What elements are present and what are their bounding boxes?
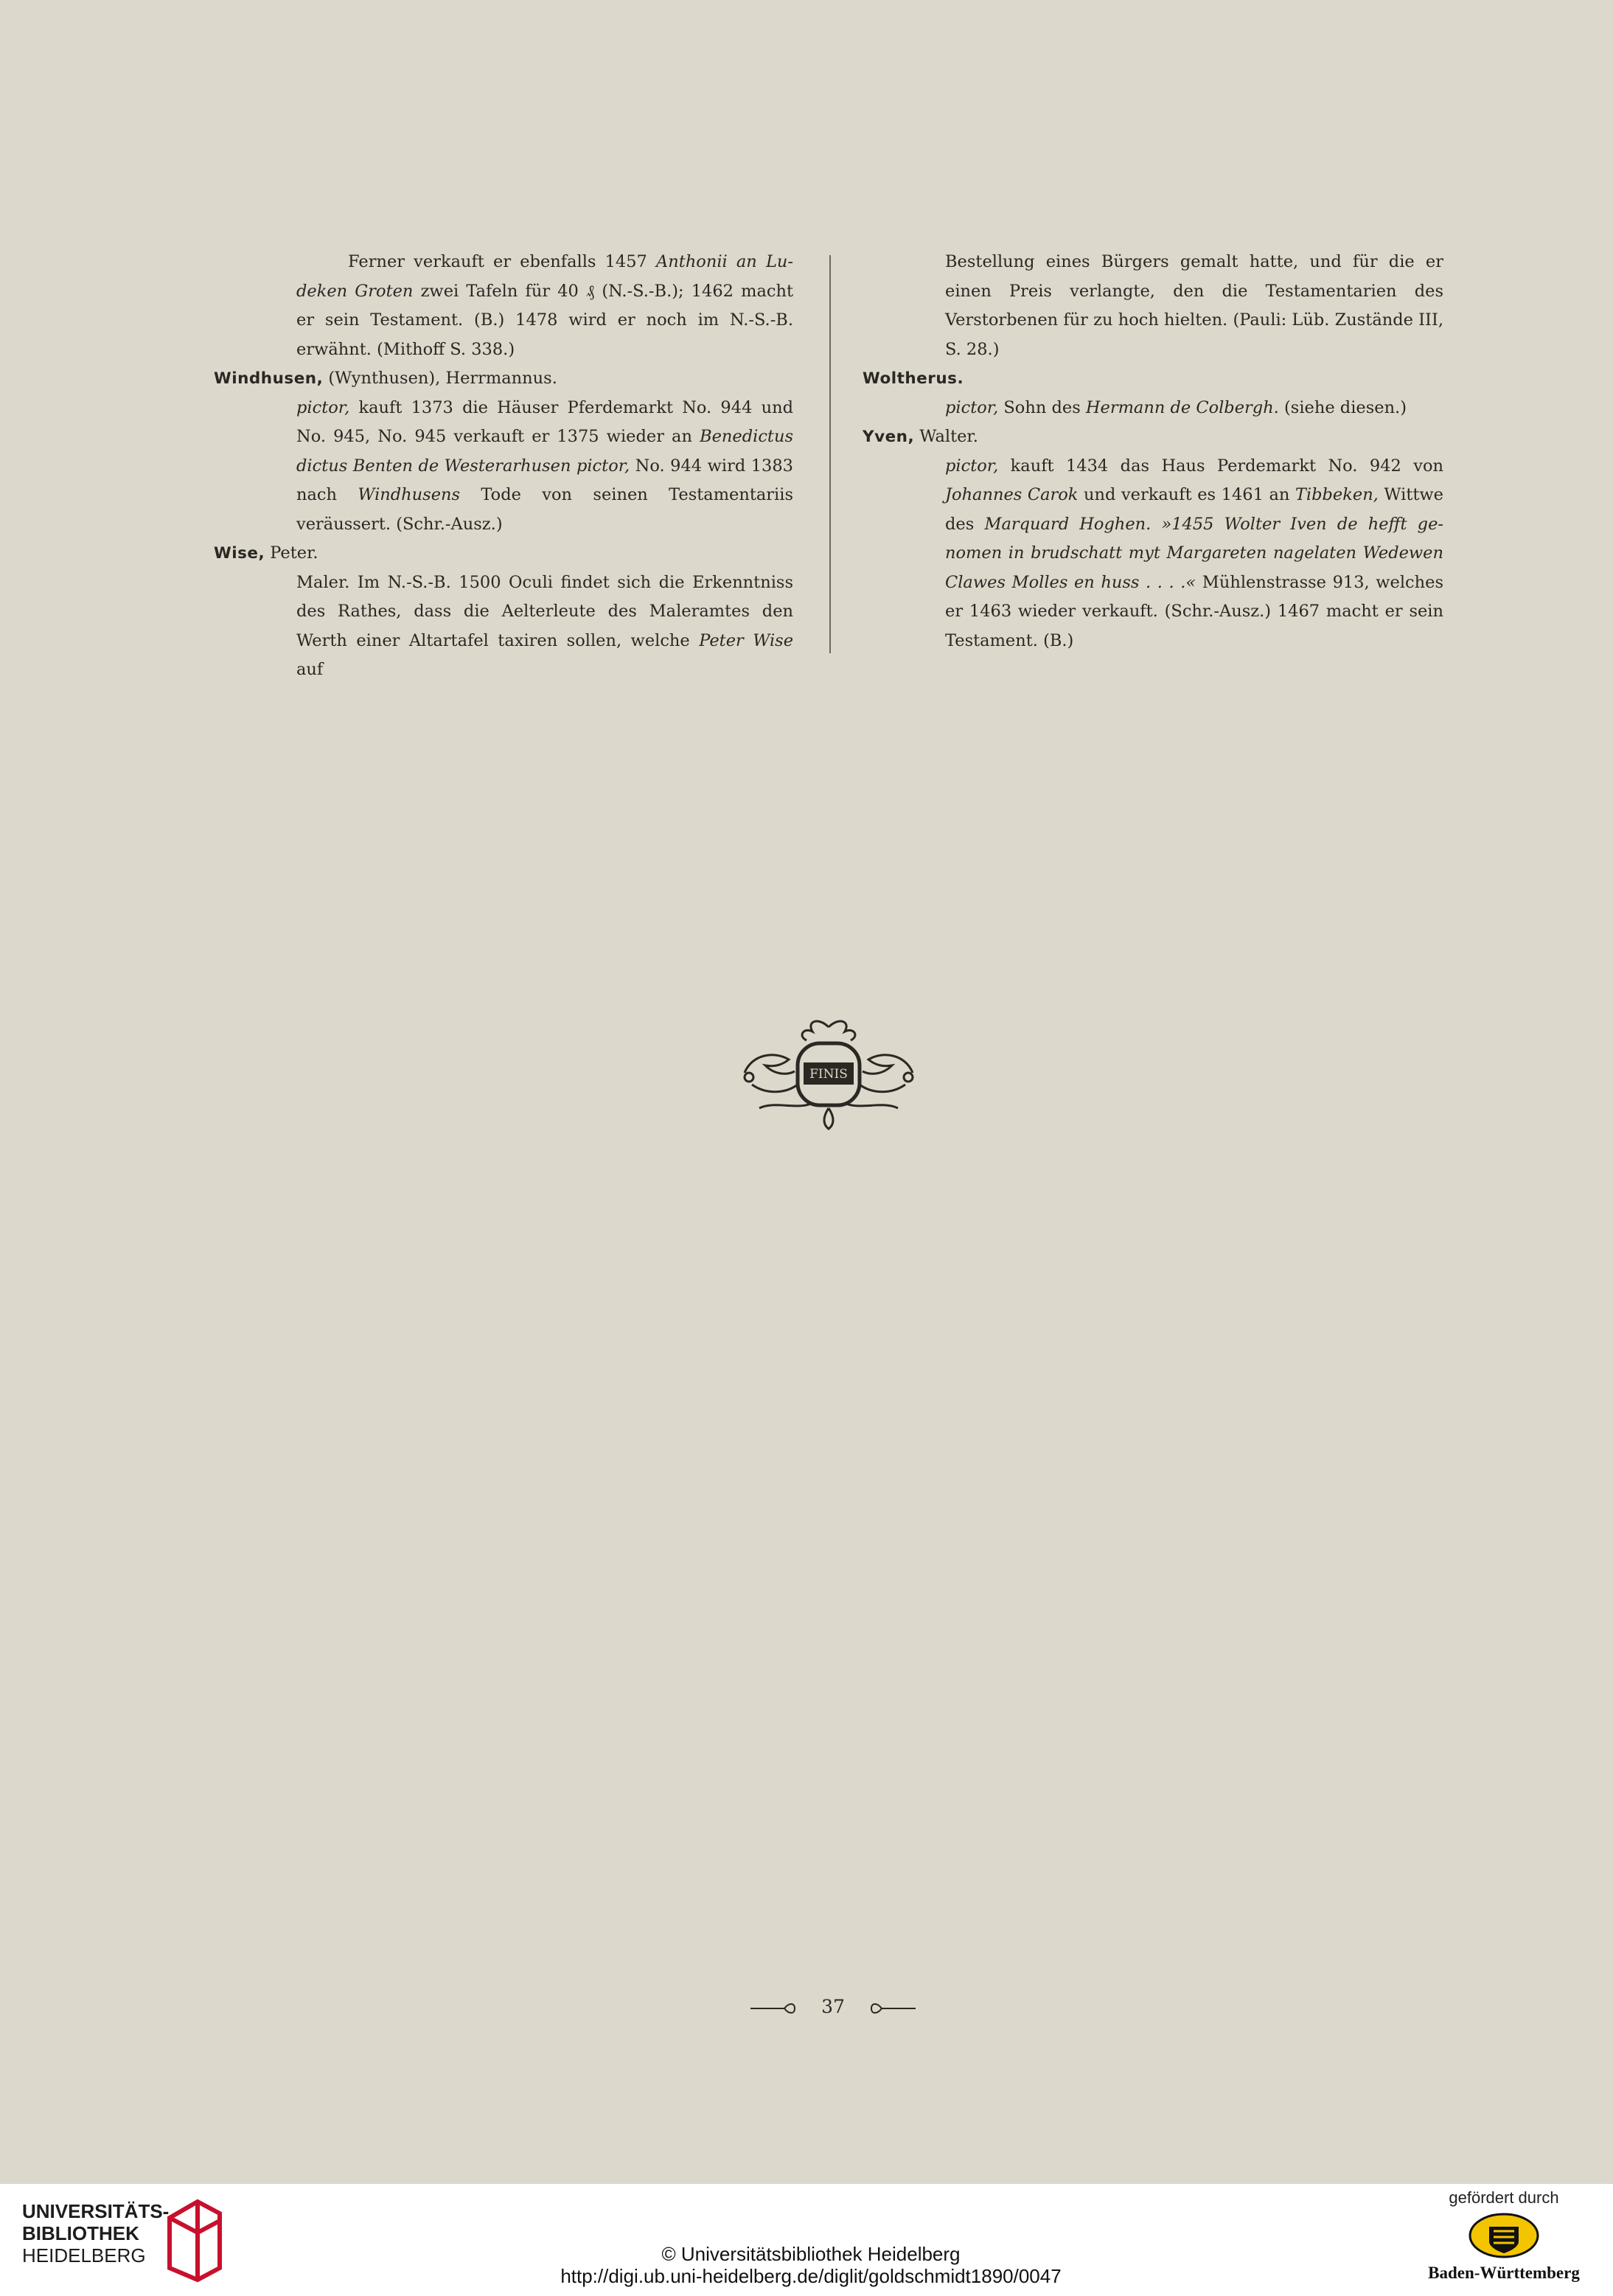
entry-body: pictor, kauft 1373 die Häuser Pferdemarkt No. 944 und No. 945, No. 945 verkauft er 1375 wieder an Benedictus dictus Benten de Westerarhusen pictor, No. 944 wird 1383 nach Windhusens Tode von seinen Testamentariis veräussert. (Schr.-Ausz.)	[296, 397, 793, 534]
entry-heading: Wise, Peter.	[214, 543, 318, 563]
copyright-notice: © Universitätsbibliothek Heidelberg http://digi.ub.uni-heidelberg.de/diglit/goldschmidt1890/0047	[442, 2243, 1180, 2287]
finis-label: FINIS	[809, 1067, 848, 1082]
folio-right-flourish	[865, 2001, 917, 2016]
entry-woltherus	[863, 364, 1443, 422]
entry-body: Maler. Im N.-S.-B. 1500 Oculi findet sich die Erkenntniss des Rathes, dass die Aelterleute des Maleramtes den Werth einer Altartafel taxiren sollen, welche Peter Wise auf	[296, 572, 794, 679]
permalink[interactable]: http://digi.ub.uni-heidelberg.de/diglit/goldschmidt1890/0047	[560, 2265, 1062, 2287]
funder-name: Baden-Württemberg	[1428, 2264, 1580, 2282]
continuation-paragraph: Ferner verkauft er ebenfalls 1457 Anthonii an Lu- deken Groten zwei Tafeln für 40 ₰ (N.-S.-B.); 1462 macht er sein Testament. (B.) 1478 wird er noch im N.-S.-B. erwähnt. (Mithoff S. 338.)	[296, 252, 794, 359]
entry-windhusen	[214, 364, 793, 539]
footer-bar	[0, 2184, 1613, 2296]
baden-wuerttemberg-emblem-icon[interactable]	[1467, 2212, 1541, 2259]
entry-heading: Windhusen, (Wynthusen), Herrmannus.	[214, 369, 557, 388]
folio-left-flourish	[749, 2001, 801, 2016]
column-divider	[829, 255, 831, 653]
entry-wise	[214, 539, 793, 685]
continuation-paragraph: Bestellung eines Bürgers gemalt hatte, und für die er einen Preis verlangte, den die Testamentarien des Verstorbenen für zu hoch hielten. (Pauli: Lüb. Zustände III, S. 28.)	[945, 252, 1443, 359]
finis-ornament	[730, 1014, 927, 1132]
left-column	[214, 248, 793, 685]
entry-body: pictor, kauft 1434 das Haus Perdemarkt No. 942 von Johannes Carok und verkauft es 1461 an Tibbeken, Wittwe des Marquard Hoghen. »1455 Wolter Iven de hefft genomen in brudschatt myt Margareten nagelaten Wedewen Clawes Molles en huss . . . .« Mühlenstrasse 913, welches er 1463 wieder verkauft. (Schr.-Ausz.) 1467 macht er sein Testament. (B.)	[945, 456, 1443, 650]
entry-heading: Yven, Walter.	[863, 427, 978, 446]
library-logo-text[interactable]: UNIVERSITÄTS- BIBLIOTHEK HEIDELBERG	[22, 2200, 170, 2267]
funded-by-label: gefördert durch	[1449, 2188, 1559, 2207]
entry-yven	[863, 422, 1443, 655]
entry-body: pictor, Sohn des Hermann de Colbergh. (siehe diesen.)	[945, 397, 1407, 417]
page-number: 37	[821, 1996, 845, 2017]
right-column	[863, 248, 1443, 655]
entry-heading: Woltherus.	[863, 369, 964, 388]
page-number-line	[737, 1992, 929, 2022]
library-logo-icon[interactable]	[161, 2194, 227, 2283]
